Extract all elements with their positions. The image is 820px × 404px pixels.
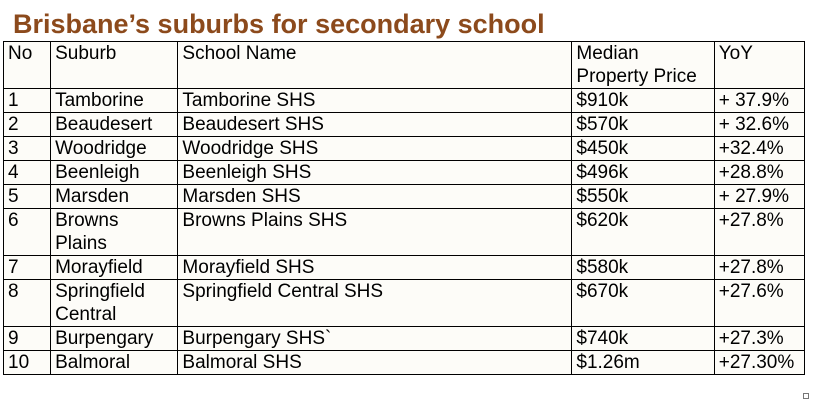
table-header-row [4, 42, 805, 89]
cell-no: 1 [4, 89, 51, 113]
table-row [4, 185, 805, 209]
cell-school: Beenleigh SHS [178, 161, 572, 185]
table-row [4, 351, 805, 375]
suburbs-table [3, 41, 805, 375]
cell-price: $580k [572, 256, 714, 280]
table-row [4, 89, 805, 113]
cell-suburb: Woodridge [51, 137, 178, 161]
header-yoy: YoY [714, 42, 804, 89]
table-row [4, 327, 805, 351]
cell-price: $670k [572, 280, 714, 327]
cell-no: 6 [4, 209, 51, 256]
table-row [4, 256, 805, 280]
table-row [4, 161, 805, 185]
table-row [4, 113, 805, 137]
resize-handle[interactable] [803, 393, 809, 399]
cell-school: Tamborine SHS [178, 89, 572, 113]
cell-price: $450k [572, 137, 714, 161]
header-median-property-price: Median Property Price [572, 42, 714, 89]
cell-no: 5 [4, 185, 51, 209]
cell-suburb: Marsden [51, 185, 178, 209]
header-suburb: Suburb [51, 42, 178, 89]
cell-price: $496k [572, 161, 714, 185]
header-school-name: School Name [178, 42, 572, 89]
cell-yoy: +28.8% [714, 161, 804, 185]
cell-yoy: +27.8% [714, 209, 804, 256]
cell-no: 4 [4, 161, 51, 185]
cell-no: 7 [4, 256, 51, 280]
cell-no: 9 [4, 327, 51, 351]
cell-yoy: +27.6% [714, 280, 804, 327]
cell-yoy: + 32.6% [714, 113, 804, 137]
cell-no: 2 [4, 113, 51, 137]
cell-yoy: +27.8% [714, 256, 804, 280]
page-title: Brisbane’s suburbs for secondary school [13, 9, 545, 39]
table-row [4, 280, 805, 327]
cell-yoy: +32.4% [714, 137, 804, 161]
cell-yoy: +27.3% [714, 327, 804, 351]
cell-yoy: + 37.9% [714, 89, 804, 113]
cell-price: $620k [572, 209, 714, 256]
table-row [4, 209, 805, 256]
cell-school: Burpengary SHS` [178, 327, 572, 351]
cell-suburb: Browns Plains [51, 209, 178, 256]
cell-school: Beaudesert SHS [178, 113, 572, 137]
cell-suburb: Beaudesert [51, 113, 178, 137]
header-no: No [4, 42, 51, 89]
cell-school: Browns Plains SHS [178, 209, 572, 256]
cell-no: 3 [4, 137, 51, 161]
cell-school: Morayfield SHS [178, 256, 572, 280]
cell-suburb: Burpengary [51, 327, 178, 351]
cell-school: Springfield Central SHS [178, 280, 572, 327]
cell-school: Balmoral SHS [178, 351, 572, 375]
cell-price: $1.26m [572, 351, 714, 375]
cell-price: $550k [572, 185, 714, 209]
cell-yoy: + 27.9% [714, 185, 804, 209]
cell-no: 10 [4, 351, 51, 375]
cell-school: Woodridge SHS [178, 137, 572, 161]
cell-price: $740k [572, 327, 714, 351]
cell-price: $570k [572, 113, 714, 137]
cell-suburb: Morayfield [51, 256, 178, 280]
cell-school: Marsden SHS [178, 185, 572, 209]
cell-suburb: Tamborine [51, 89, 178, 113]
table-row [4, 137, 805, 161]
cell-yoy: +27.30% [714, 351, 804, 375]
cell-suburb: Balmoral [51, 351, 178, 375]
cell-price: $910k [572, 89, 714, 113]
cell-suburb: Beenleigh [51, 161, 178, 185]
cell-no: 8 [4, 280, 51, 327]
cell-suburb: Springfield Central [51, 280, 178, 327]
